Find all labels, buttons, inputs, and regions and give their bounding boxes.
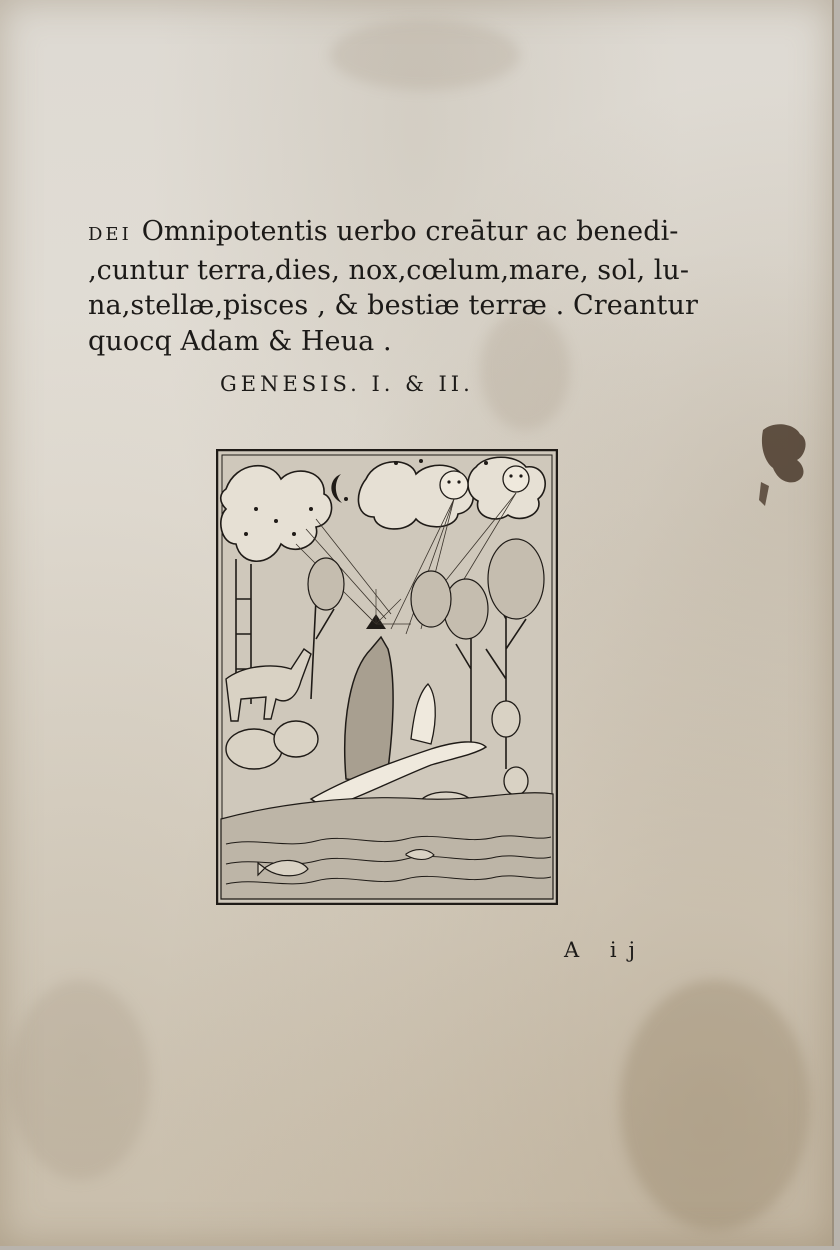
text-line-1 — [88, 214, 728, 253]
title-paragraph — [88, 214, 728, 359]
creation-woodcut-illustration — [216, 449, 558, 905]
paper-stain — [330, 20, 520, 90]
signature-mark: A ij — [564, 938, 648, 962]
ink-blot-mark — [755, 420, 815, 515]
text-line-2: ‚cuntur terra‚dies‚ nox‚cœlum‚mare‚ sol‚ lu‑ — [88, 254, 690, 286]
scripture-reference: GENESIS. I. & II. — [220, 372, 474, 396]
text-line-4: quocq Adam & Heua . — [88, 325, 392, 357]
text-line-1-rest: Omnipotentis uerbo creātur ac benedi‑ — [141, 216, 679, 247]
text-line-3: na‚stellæ‚pisces ‚ & bestiæ terræ . Creantur — [88, 290, 698, 321]
paper-stain — [10, 980, 150, 1180]
paper-stain — [620, 980, 810, 1230]
opening-capitals: DEI — [88, 224, 132, 245]
